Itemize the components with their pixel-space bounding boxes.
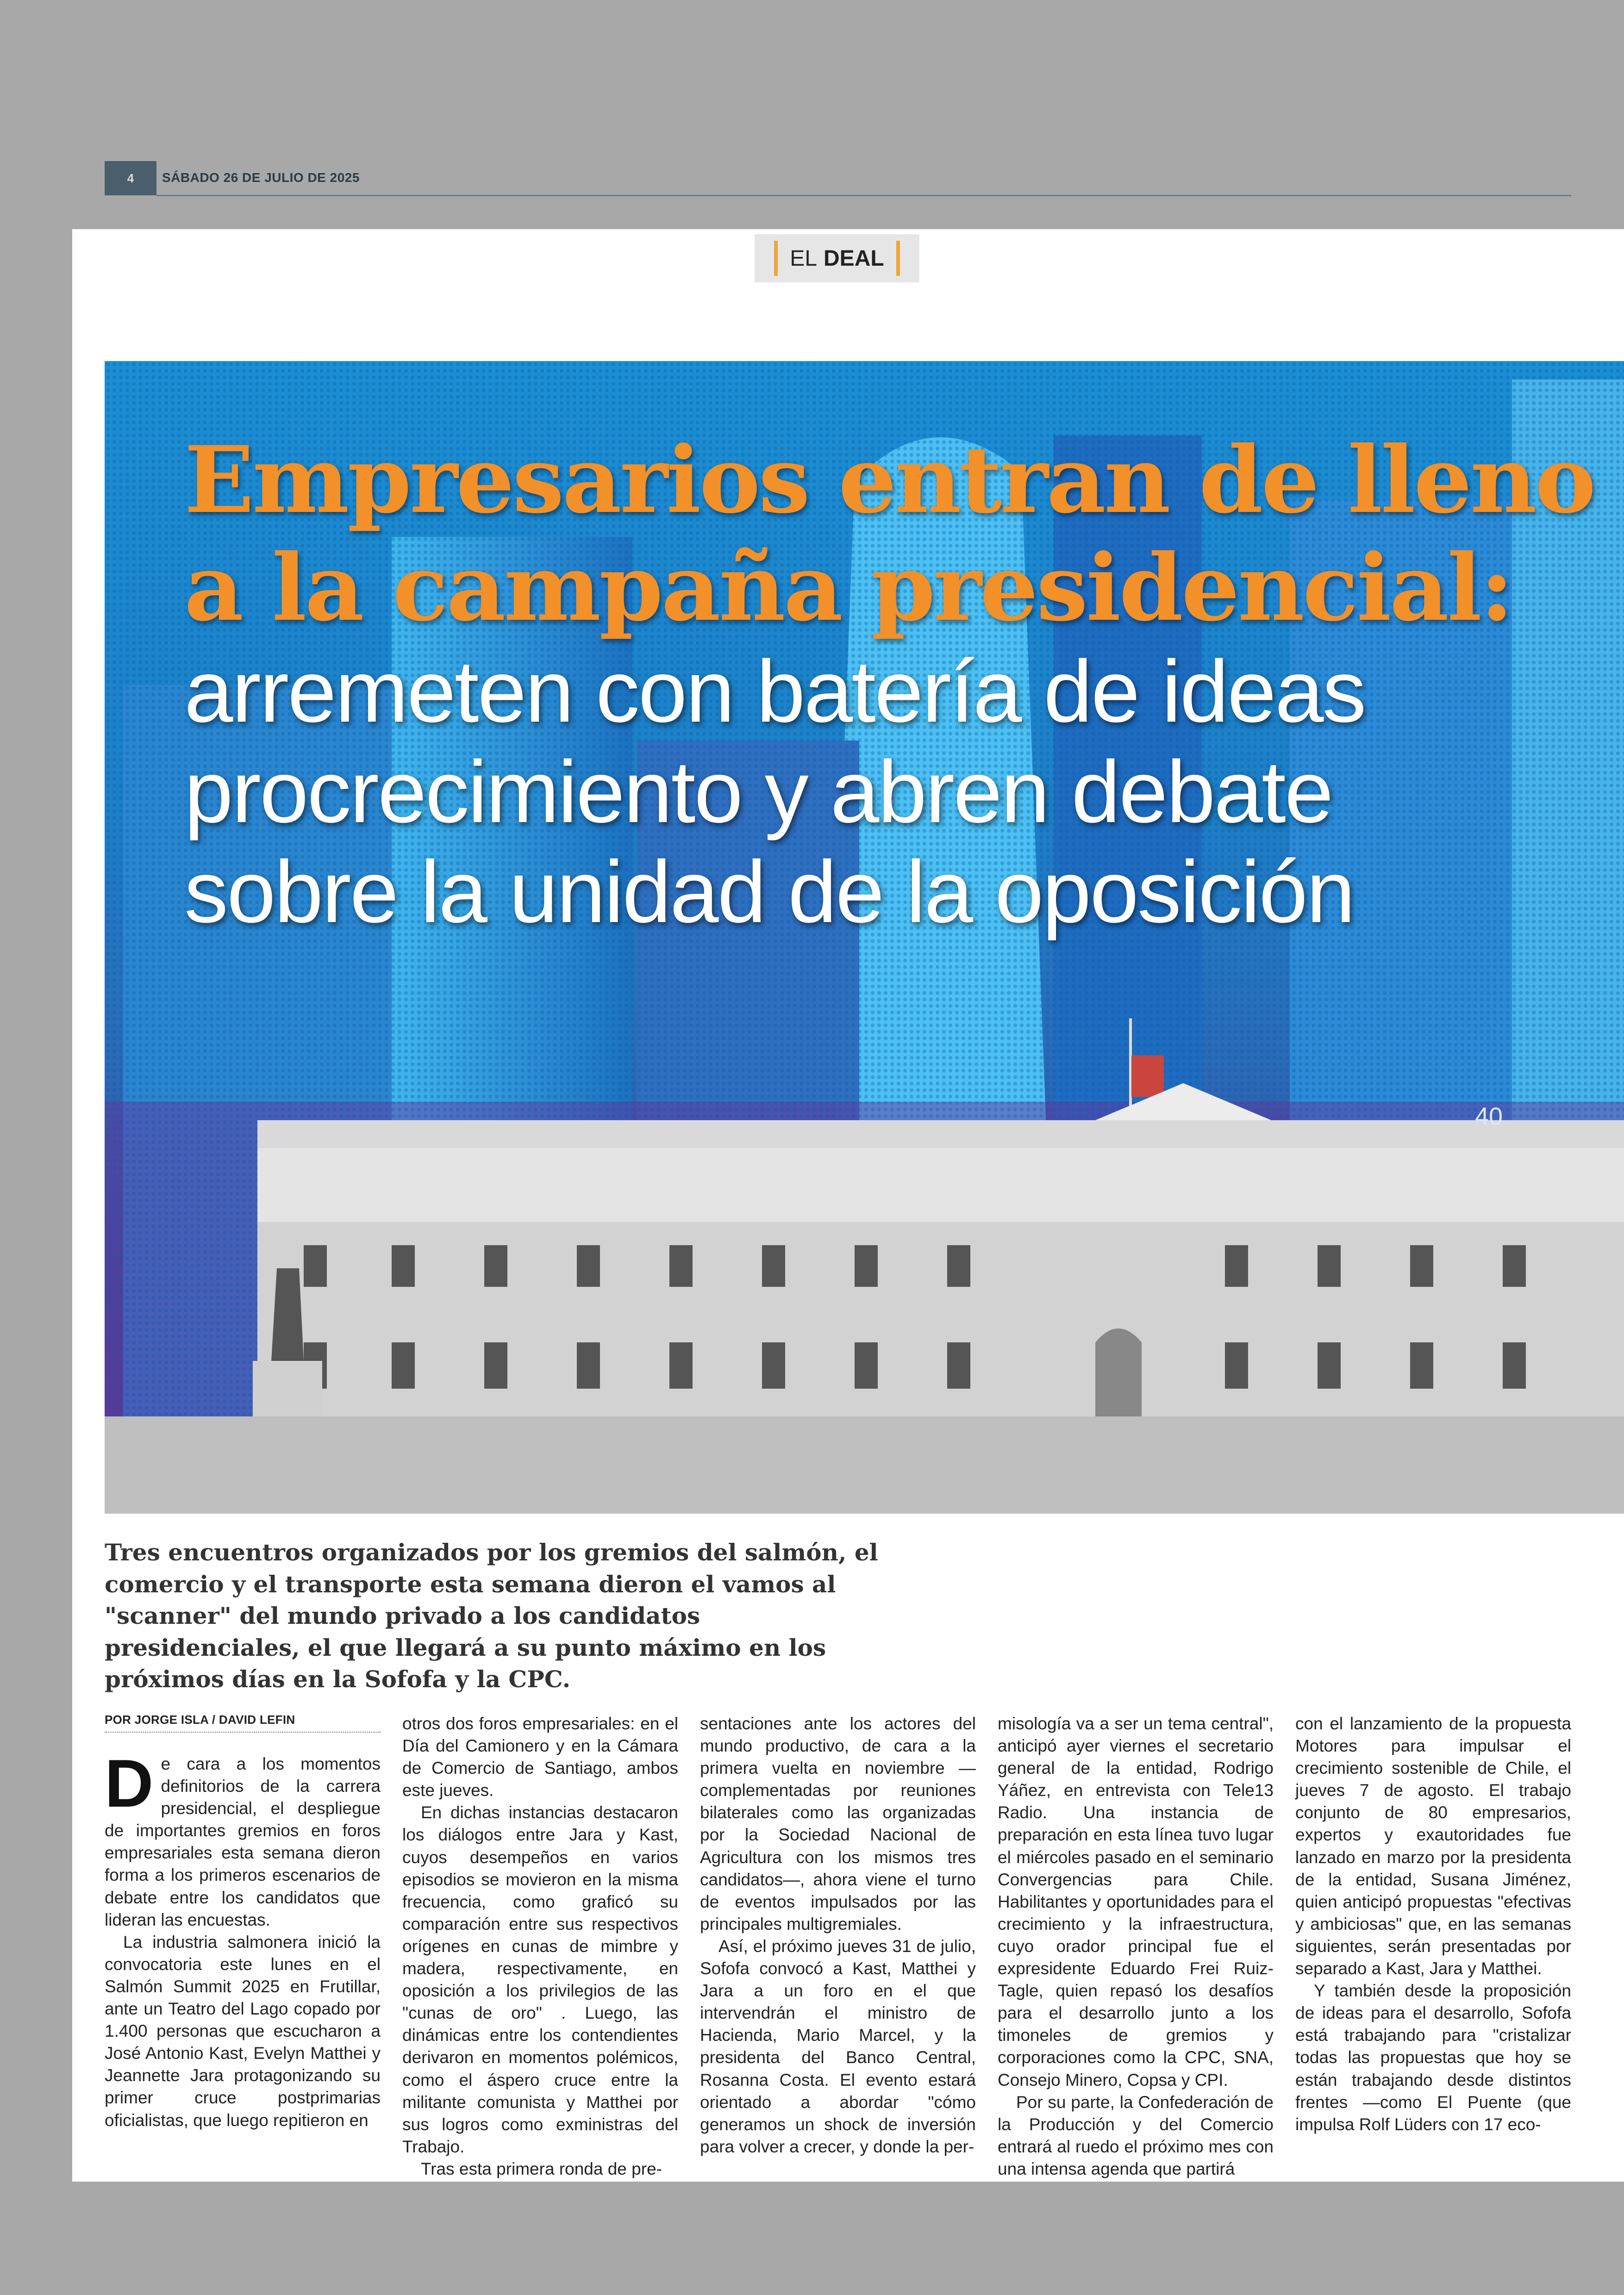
paragraph: con el lanzamiento de la propuesta Motores para impulsar el crecimiento sostenible de Chile, el jueves 7 de agosto. El trabajo conjunto de 80 empresarios, expertos y exautoridades fue lanzado en marzo por la presidenta de la entidad, Susana Jiménez, quien anticipó propuestas "efectivas y ambiciosas" que, en las semanas siguientes, serán presentadas por separado a Kast, Jara y Matthei. [1295,1714,1571,1978]
paragraph: Así, el próximo jueves 31 de julio, Sofofa convocó a Kast, Matthei y Jara a un foro en el que intervendrán el ministro de Hacienda, Mario Marcel, y la presidenta del Banco Central, Rosanna Costa. El evento estará orientado a abordar "cómo generamos un shock de inversión para volver a crecer, y donde la per- [700,1936,976,2156]
headline-line-5: sobre la unidad de la oposición [184,843,1354,942]
drop-cap: D [105,1746,154,1821]
paragraph-text: e cara a los momentos definitorios de la carrera presidencial, el despliegue de importantes gremios en foros empresariales esta semana dieron forma a los primeros escenarios de debate entre los candidatos que lideran las encuestas. [105,1754,381,1929]
section-tag-bar-right [896,241,900,276]
paragraph [105,1746,381,1931]
page-number: 4 [105,161,156,195]
article-column-3 [700,1713,976,2156]
paragraph: En dichas instancias destacaron los diálogos entre Jara y Kast, cuyos desempeños en varios episodios se movieron en la misma frecuencia, como graficó su comparación entre sus respectivos orígenes en cunas de mimbre y madera, respectivamente, en oposición a los privilegios de las "cunas de oro" . Luego, las dinámicas entre los contendientes derivaron en momentos polémicos, como el áspero cruce entre la militante comunista y Matthei por sus logros como exministras del Trabajo. [402,1803,678,2156]
plaza [105,1416,1624,1514]
paragraph: sentaciones ante los actores del mundo productivo, de cara a la primera vuelta en noviembre — complementadas por reuniones bilaterales como las organizadas por la Sociedad Nacional de Agricultura con los mismos tres candidatos—, ahora viene el turno de eventos impulsados por las principales multigremiales. [700,1714,976,1933]
headline-line-3: arremeten con batería de ideas [184,642,1365,741]
section-prefix: EL [790,246,818,271]
lead-paragraph: Tres encuentros organizados por los gremios del salmón, el comercio y el transporte esta semana dieron el vamos al "scanner" del mundo privado a los candidatos presidenciales, el que llegará a su punto máximo en los próximos días en la Sofofa y la CPC. [105,1539,878,1693]
statue-figure [271,1268,304,1361]
paragraph: Tras esta primera ronda de pre- [421,2159,662,2178]
headline-line-4: procrecimiento y abren debate [184,742,1332,841]
headline-line-1: Empresarios entran de lleno [184,426,1594,534]
issue-date: SÁBADO 26 DE JULIO DE 2025 [162,170,360,185]
paragraph: Y también desde la proposición de ideas para el desarrollo, Sofofa está trabajando para "cristalizar todas las propuestas que hoy se están trabajando desde distintos frentes —como El Puente (que impulsa Rolf Lüders con 17 eco- [1295,1981,1571,2134]
section-tag-bar-left [774,241,778,276]
palace-upper [257,1148,1624,1222]
byline: POR JORGE ISLA / DAVID LEFIN [105,1713,381,1733]
paragraph: misología va a ser un tema central", anticipó ayer viernes el secretario general de la entidad, Rodrigo Yáñez, en entrevista con Tele13 Radio. Una instancia de preparación en esta línea tuvo lugar el miércoles pasado en el seminario Convergencias para Chile. Habilitantes y oportunidades para el crecimiento y la infraestructura, cuyo orador principal fue el expresidente Eduardo Frei Ruiz-Tagle, quien repasó los desafíos para el desarrollo junto a los timoneles de gremios y corporaciones como la CPC, SNA, Consejo Minero, Copsa y CPI. [998,1714,1274,2089]
section-name: DEAL [824,246,884,271]
article-body [105,1713,1572,2178]
article-column-2 [402,1713,678,2178]
building-sign: 40 [1475,1103,1503,1130]
paragraph: Por su parte, la Confederación de la Producción y del Comercio entrará al ruedo el próximo mes con una intensa agenda que partirá [998,2092,1274,2178]
section-tag [755,234,919,282]
flag [1131,1055,1164,1097]
article-column-1 [105,1713,381,2148]
paragraph: La industria salmonera inició la convocatoria este lunes en el Salmón Summit 2025 en Frutillar, ante un Teatro del Lago copado por 1.400 personas que escucharon a José Antonio Kast, Evelyn Matthei y Jeannette Jara protagonizando su primer cruce postprimarias oficialistas, que luego repitieron en [105,1932,381,2130]
article-column-5 [1295,1713,1571,2148]
page-header [105,161,1571,195]
headline-line-2: a la campaña presidencial: [184,534,1512,642]
palace-door [1095,1328,1142,1416]
headline [184,426,1596,942]
header-rule [156,195,1571,196]
section-tag-label [790,246,884,271]
paragraph: otros dos foros empresariales: en el Día del Camionero y en la Cámara de Comercio de Santiago, ambos este jueves. [402,1714,678,1800]
palace-roofline [257,1120,1624,1148]
article-column-4 [998,1713,1274,2178]
